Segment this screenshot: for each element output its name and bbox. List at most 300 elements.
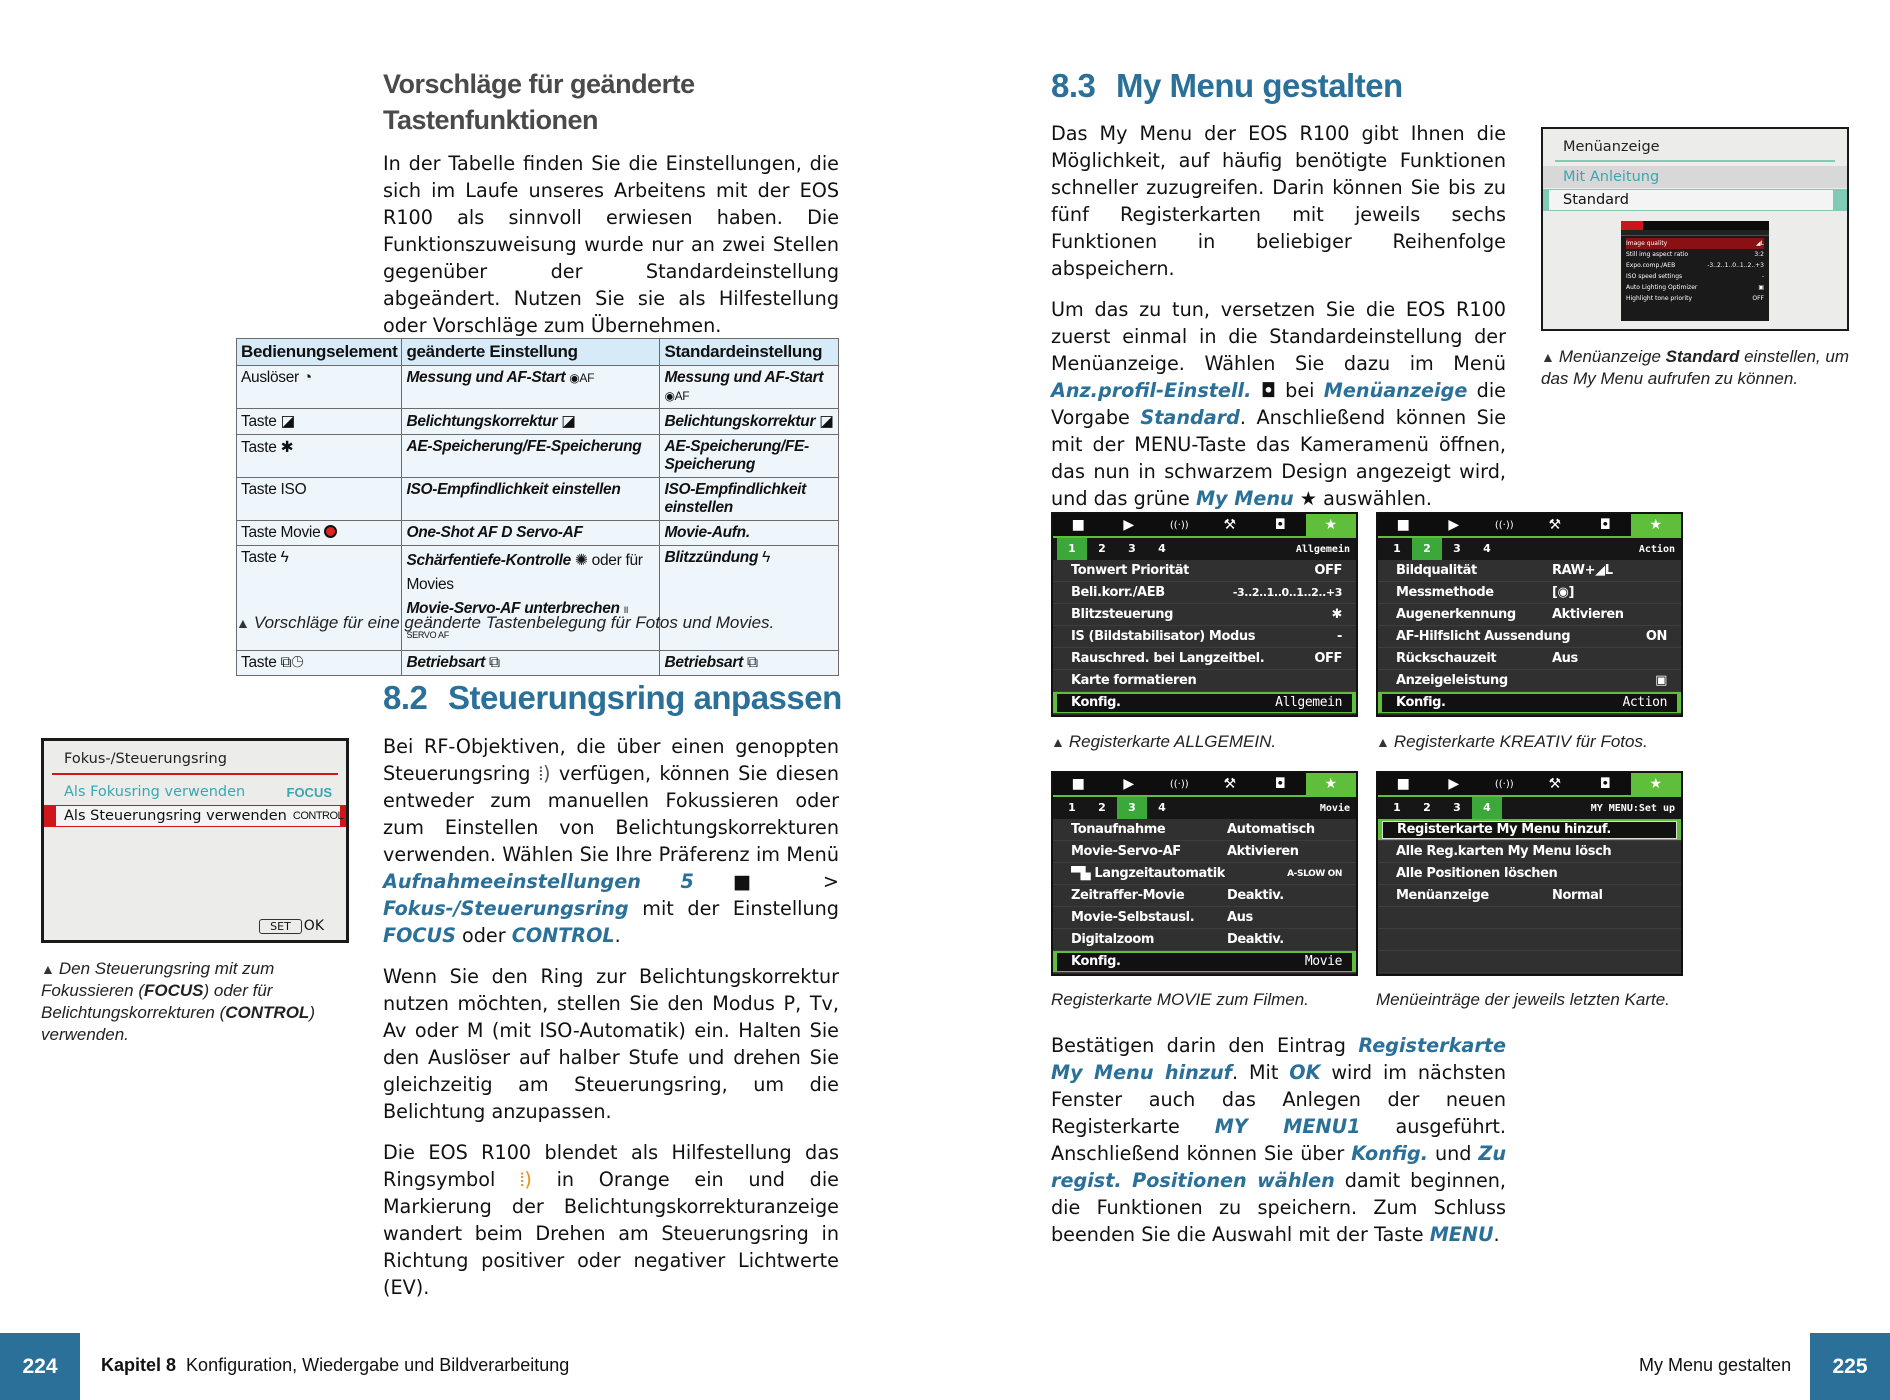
preview-row-value: 3:2 xyxy=(1754,251,1764,258)
text-run: ) verwenden. xyxy=(41,1003,315,1044)
changed-cell xyxy=(402,546,660,651)
menu-item-label: Beli.korr./AEB xyxy=(1071,585,1165,600)
menu-ref-my-menu: My Menu xyxy=(1195,487,1294,510)
para-ring-symbol xyxy=(383,1139,839,1301)
col-header: Bedienungselement xyxy=(237,339,402,366)
col-header: Standardeinstellung xyxy=(660,339,839,366)
metering-af-icon: ◉AF xyxy=(664,389,690,403)
preview-row-label: Auto Lighting Optimizer xyxy=(1626,284,1698,291)
text-run: und xyxy=(1434,1142,1472,1165)
option-label: Standard xyxy=(1549,190,1833,210)
menu-item[interactable] xyxy=(1053,582,1356,604)
menu-item[interactable] xyxy=(1378,648,1681,670)
menu-item-label: Alle Positionen löschen xyxy=(1396,866,1558,881)
menu-item-value: Deaktiv. xyxy=(1227,932,1284,947)
text-run: verfügen, können Sie diesen entweder zum manuellen Fokussieren oder zum Einstellen von Belichtungskorrekturen verwenden. Wählen Sie Ihre Präferenz im Menü xyxy=(383,762,839,866)
tab-ref-my-menu1: MY MENU1 xyxy=(1214,1115,1361,1138)
changed-label: Messung und AF-Start xyxy=(406,369,566,386)
section-number: 8.3 xyxy=(1051,67,1096,104)
table-caption-text: Vorschläge für eine geänderte Tastenbelegung für Fotos und Movies. xyxy=(253,613,775,632)
set-ok-hint[interactable] xyxy=(259,918,324,934)
preview-row-value: ◢L xyxy=(1756,240,1764,247)
chapter-label: Kapitel 8 xyxy=(101,1355,177,1375)
default-cell xyxy=(660,366,839,409)
table-header-row xyxy=(237,339,839,366)
set-button[interactable]: SET xyxy=(259,919,302,934)
tab-name: Movie xyxy=(1319,802,1350,814)
sub-tab[interactable]: 1 xyxy=(1393,542,1401,555)
menu-item[interactable] xyxy=(1053,929,1356,951)
display-profile-icon[interactable]: ◘ xyxy=(1599,517,1611,533)
intro-text: In der Tabelle finden Sie die Einstellungen, die sich im Laufe unseres Arbeitens mit der EOS R100 als sinnvoll erwiesen haben. Die Funktionszuweisung wurde nur an zwei Stellen gegenüber der Standardeinstellung abgeändert. Nutzen Sie sie als Hilfestellung oder Vorschläge zum Übernehmen. xyxy=(383,152,839,337)
menu-item-label: Bildqualität xyxy=(1396,563,1477,578)
text-run: mit der Einstellung xyxy=(642,897,839,920)
wireless-icon[interactable]: ((·)) xyxy=(1494,519,1514,531)
display-profile-icon[interactable]: ◘ xyxy=(1274,517,1286,533)
my-menu-tab-allgemein xyxy=(1051,512,1358,717)
display-profile-icon[interactable]: ◘ xyxy=(1599,776,1611,792)
camera-icon[interactable]: ■ xyxy=(1396,776,1410,792)
option-ref-control: CONTROL xyxy=(511,924,615,947)
title-divider xyxy=(1555,160,1835,162)
my-menu-tab-action xyxy=(1376,512,1683,717)
menu-item-value: A-SLOW ON xyxy=(1287,868,1342,879)
menu-item-label: Karte formatieren xyxy=(1071,673,1197,688)
control-ring-icon: ⦙) xyxy=(538,762,551,785)
table-row xyxy=(237,651,839,676)
table-row xyxy=(237,409,839,435)
menu-item-label: Blitzsteuerung xyxy=(1071,607,1174,622)
wrench-icon[interactable]: ⚒ xyxy=(1548,776,1562,792)
option-focus-ring[interactable] xyxy=(64,781,332,803)
menu-item-label: Movie-Selbstausl. xyxy=(1071,910,1195,925)
section-heading-8-2 xyxy=(383,678,842,718)
text-run: die Vorgabe xyxy=(1051,379,1506,429)
default-label: Belichtungskorrektur xyxy=(664,413,816,430)
control-label: Taste xyxy=(241,549,277,566)
table-row xyxy=(237,366,839,409)
my-menu-tab-movie xyxy=(1051,771,1358,976)
config-item-selected[interactable] xyxy=(1053,692,1356,714)
sub-tab[interactable]: 3 xyxy=(1128,542,1136,555)
option-ref-standard: Standard xyxy=(1140,406,1240,429)
menu-item-value: ▣ xyxy=(1655,673,1667,688)
menu-caption-movie: Registerkarte MOVIE zum Filmen. xyxy=(1051,990,1309,1009)
menu-ref-focus-control-ring: Fokus-/Steuerungsring xyxy=(383,897,629,920)
text-run: Den Steuerungsring mit zum Fokussieren ( xyxy=(41,959,275,1000)
sub-tab[interactable]: 3 xyxy=(1453,801,1461,814)
text-run: auswählen. xyxy=(1323,487,1433,510)
control-cell xyxy=(237,409,402,435)
menu-item-label: Messmethode xyxy=(1396,585,1494,600)
sub-tab[interactable]: 2 xyxy=(1412,538,1442,560)
menu-item-label: AF-Hilfslicht Aussendung xyxy=(1396,629,1571,644)
menu-item-label: Alle Reg.karten My Menu lösch xyxy=(1396,844,1612,859)
ok-label: OK xyxy=(303,918,324,934)
flash-icon: ϟ xyxy=(280,549,289,566)
control-label: Auslöser xyxy=(241,369,299,386)
preview-row-label: Image quality xyxy=(1626,240,1668,247)
text-run: ) oder für Belichtungskorrekturen ( xyxy=(41,981,273,1022)
preview-row-value: OFF xyxy=(1752,295,1764,302)
menu-item[interactable] xyxy=(1053,885,1356,907)
menu-item-value: RAW+◢L xyxy=(1552,563,1613,578)
preview-row xyxy=(1626,249,1764,260)
config-item-selected[interactable] xyxy=(1053,951,1356,973)
screen-title: Menüanzeige xyxy=(1563,139,1660,155)
menu-item-label: Rückschauzeit xyxy=(1396,651,1497,666)
menu-item-label: ▀▙ Langzeitautomatik xyxy=(1071,866,1225,881)
option-mit-anleitung[interactable]: Mit Anleitung xyxy=(1543,166,1847,188)
control-label: Taste xyxy=(241,654,277,671)
menu-item[interactable] xyxy=(1378,604,1681,626)
text-run: Registerkarte KREATIV für Fotos. xyxy=(1393,732,1648,751)
table-row xyxy=(237,521,839,546)
menu-item[interactable] xyxy=(1378,929,1681,951)
menu-item[interactable] xyxy=(1053,670,1356,692)
record-icon xyxy=(324,525,337,538)
camera-icon[interactable]: ■ xyxy=(1071,776,1085,792)
default-label: Betriebsart xyxy=(664,654,743,671)
display-profile-icon: ◘ xyxy=(1260,379,1276,402)
star-icon[interactable]: ★ xyxy=(1306,773,1357,795)
para-confirm xyxy=(1051,1032,1506,1248)
text-run: Menüanzeige xyxy=(1558,347,1661,366)
menu-item-value: ✱ xyxy=(1331,607,1342,622)
page-number-left: 224 xyxy=(0,1333,80,1400)
preview-row-label: ISO speed settings xyxy=(1626,273,1683,280)
config-item-selected[interactable] xyxy=(1378,692,1681,714)
menu-ref-add-tab: Registerkarte My Menu hinzuf xyxy=(1051,1034,1506,1084)
star-icon[interactable]: ★ xyxy=(1306,514,1357,536)
wireless-icon[interactable]: ((·)) xyxy=(1494,778,1514,790)
menu-item[interactable] xyxy=(1378,626,1681,648)
text-run: . Mit xyxy=(1232,1061,1279,1084)
focus-control-ring-screen xyxy=(41,738,349,943)
playback-icon[interactable]: ▶ xyxy=(1123,517,1135,533)
menu-ref-display-profile: Anz.profil-Einstell. xyxy=(1051,379,1252,402)
col-header: geänderte Einstellung xyxy=(402,339,660,366)
menu-item-value: Aus xyxy=(1227,910,1253,925)
changed-cell: One-Shot AF D Servo-AF xyxy=(402,521,660,546)
default-cell: Movie-Aufn. xyxy=(660,521,839,546)
config-label: Konfig. xyxy=(1071,695,1121,710)
menu-item[interactable] xyxy=(1053,841,1356,863)
menu-item-value: - xyxy=(1337,629,1342,644)
sub-tab[interactable]: 1 xyxy=(1068,801,1076,814)
preview-row xyxy=(1626,260,1764,271)
menu-item-value: [◉] xyxy=(1552,585,1575,600)
menu-item-value: -3..2..1..0..1..2..+3 xyxy=(1232,586,1342,599)
preview-row-label: Highlight tone priority xyxy=(1626,295,1693,302)
exposure-comp-icon: ◪ xyxy=(819,413,834,430)
section-8-2-body xyxy=(383,733,839,1315)
menu-item-label: Tonaufnahme xyxy=(1071,822,1166,837)
control-cell xyxy=(237,521,402,546)
star-icon[interactable]: ★ xyxy=(1631,514,1682,536)
wrench-icon[interactable]: ⚒ xyxy=(1223,776,1237,792)
caption-triangle-icon: ▲ xyxy=(236,615,250,631)
section-heading-8-3 xyxy=(1051,66,1403,106)
tab-name: MY MENU:Set up xyxy=(1590,802,1675,814)
ring-screen-caption xyxy=(41,958,356,1046)
default-cell: ISO-Empfindlichkeit einstellen xyxy=(660,478,839,521)
menu-item-label: IS (Bildstabilisator) Modus xyxy=(1071,629,1256,644)
text-run: Bei RF-Objektiven, die über einen genoppten Steuerungsring xyxy=(383,735,839,785)
preview-row-label: Still img aspect ratio xyxy=(1626,251,1688,258)
menu-item-value: Automatisch xyxy=(1227,822,1315,837)
sub-tab[interactable]: 4 xyxy=(1158,801,1166,814)
tab-name: Allgemein xyxy=(1295,543,1350,555)
wrench-icon[interactable]: ⚒ xyxy=(1223,517,1237,533)
option-control-ring-selected[interactable] xyxy=(44,805,346,827)
para-register-tab xyxy=(1051,1032,1506,1262)
para-exposure-ring: Wenn Sie den Ring zur Belichtungskorrektur nutzen möchten, stellen Sie den Modus P, Tv, Av oder M (mit ISO-Automatik) ein. Halten Sie den Auslöser auf halber Stufe und drehen Sie gleichzeitig am Steuerungsring, um die Belichtung anzupassen. xyxy=(383,965,839,1123)
menu-item-label: Anzeigeleistung xyxy=(1396,673,1508,688)
para-menu-display xyxy=(1051,296,1506,512)
config-label: Konfig. xyxy=(1396,695,1446,710)
config-label: Konfig. xyxy=(1071,954,1121,969)
standard-menu-preview xyxy=(1621,221,1769,321)
intro-paragraph xyxy=(383,150,839,353)
table-caption xyxy=(236,612,856,634)
control-cell xyxy=(237,366,402,409)
camera-icon: ■ xyxy=(732,870,784,893)
playback-icon[interactable]: ▶ xyxy=(1123,776,1135,792)
option-tag: CONTROL xyxy=(292,810,344,822)
table-row xyxy=(237,546,839,651)
tab-name: Action xyxy=(1638,543,1675,555)
menu-item-label: Registerkarte My Menu hinzuf. xyxy=(1397,822,1611,837)
text-run: . xyxy=(1493,1223,1500,1246)
sub-tab-bar xyxy=(1378,538,1681,560)
changed-label: Belichtungskorrektur xyxy=(406,413,558,430)
caption-triangle-icon: ▲ xyxy=(1376,734,1390,750)
menu-item[interactable] xyxy=(1053,648,1356,670)
changed-label: Betriebsart xyxy=(406,654,485,671)
button-ref-menu: MENU xyxy=(1429,1223,1494,1246)
table-row xyxy=(237,478,839,521)
text-run: Registerkarte ALLGEMEIN. xyxy=(1068,732,1277,751)
menu-ref-menu-display: Menüanzeige xyxy=(1323,379,1468,402)
section-title: Steuerungsring anpassen xyxy=(448,679,842,716)
menu-item[interactable] xyxy=(1053,907,1356,929)
text-run: CONTROL xyxy=(225,1003,310,1022)
section-8-3-body xyxy=(1051,120,1506,526)
menu-item[interactable] xyxy=(1378,670,1681,692)
control-cell: Taste ISO xyxy=(237,478,402,521)
caption-triangle-icon: ▲ xyxy=(41,961,55,977)
ae-lock-icon: ✱ xyxy=(280,439,294,456)
default-cell xyxy=(660,546,839,651)
text-run: Bestätigen darin den Eintrag xyxy=(1051,1034,1346,1057)
menu-item-label: Augenerkennung xyxy=(1396,607,1516,622)
main-tab-bar xyxy=(1378,514,1681,538)
control-cell xyxy=(237,435,402,478)
default-cell xyxy=(660,651,839,676)
sub-tab[interactable]: 4 xyxy=(1483,542,1491,555)
config-value: Movie xyxy=(1304,954,1342,969)
display-profile-icon[interactable]: ◘ xyxy=(1274,776,1286,792)
default-cell: AE-Speicherung/FE-Speicherung xyxy=(660,435,839,478)
option-label: Als Steuerungsring verwenden xyxy=(64,808,287,824)
menu-item[interactable] xyxy=(1378,819,1681,841)
menu-item-label: Digitalzoom xyxy=(1071,932,1155,947)
title-divider xyxy=(52,773,338,775)
text-run: bei xyxy=(1285,379,1315,402)
star-icon: ★ xyxy=(1299,487,1317,510)
menu-item[interactable] xyxy=(1053,626,1356,648)
menu-item-label: Zeitraffer-Movie xyxy=(1071,888,1185,903)
sub-tab[interactable]: 2 xyxy=(1423,801,1431,814)
menu-item[interactable] xyxy=(1378,863,1681,885)
text-run: oder xyxy=(462,924,506,947)
menu-item-label: Rauschred. bei Langzeitbel. xyxy=(1071,651,1265,666)
menu-item[interactable] xyxy=(1378,907,1681,929)
menu-item-value: Aktivieren xyxy=(1552,607,1624,622)
text-run: Standard xyxy=(1665,347,1740,366)
preview-row xyxy=(1626,238,1764,249)
sub-tab-bar xyxy=(1053,797,1356,819)
text-run: > xyxy=(822,870,839,893)
text-run: Um das zu tun, versetzen Sie die EOS R100 zuerst einmal in die Standardeinstellung der Menüanzeige. Wählen Sie dazu im Menü xyxy=(1051,298,1506,375)
menu-item[interactable] xyxy=(1053,819,1356,841)
menu-item-value: OFF xyxy=(1314,651,1342,666)
exposure-comp-icon: ◪ xyxy=(561,413,576,430)
text-run: FOCUS xyxy=(143,981,204,1000)
option-ref-ok: OK xyxy=(1289,1061,1321,1084)
default-cell xyxy=(660,409,839,435)
table-row xyxy=(237,435,839,478)
drive-selftimer-icon: ⧉◷ xyxy=(280,654,304,671)
menu-item-label: Tonwert Priorität xyxy=(1071,563,1189,578)
config-value: Action xyxy=(1622,695,1667,710)
wireless-icon[interactable]: ((·)) xyxy=(1169,519,1189,531)
sub-tab[interactable]: 3 xyxy=(1453,542,1461,555)
menu-caption-allgemein xyxy=(1051,731,1361,753)
main-tab-bar xyxy=(1053,514,1356,538)
text-run: ausgeführt. Anschließend können Sie über xyxy=(1051,1115,1506,1165)
page-number-right: 225 xyxy=(1810,1333,1890,1400)
menu-item-value: Aktivieren xyxy=(1227,844,1299,859)
changed-suffix: oder für Movies xyxy=(406,552,643,593)
control-label: Taste xyxy=(241,439,277,456)
sub-tab[interactable]: 4 xyxy=(1472,797,1502,819)
menu-display-screen xyxy=(1541,127,1849,331)
sub-tab[interactable]: 1 xyxy=(1057,538,1087,560)
option-tag: FOCUS xyxy=(286,784,332,800)
text-run: . xyxy=(614,924,621,947)
menu-item[interactable] xyxy=(1378,841,1681,863)
metering-af-icon: ◉AF xyxy=(569,371,595,385)
screen-title: Fokus-/Steuerungsring xyxy=(64,751,227,767)
menu-item[interactable] xyxy=(1053,863,1356,885)
menu-item-value: Aus xyxy=(1552,651,1578,666)
default-label: Blitzzündung xyxy=(664,549,759,566)
caption-triangle-icon: ▲ xyxy=(1541,349,1555,365)
sub-tab[interactable]: 1 xyxy=(1393,801,1401,814)
preview-row-value: - xyxy=(1761,273,1764,280)
changed-label: Schärfentiefe-Kontrolle xyxy=(406,552,571,569)
preview-row xyxy=(1626,293,1764,304)
menu-item-value: Deaktiv. xyxy=(1227,888,1284,903)
star-icon[interactable]: ★ xyxy=(1631,773,1682,795)
menu-item-label: Menüanzeige xyxy=(1396,888,1489,903)
option-ref-focus: FOCUS xyxy=(383,924,456,947)
my-menu-tab-setup xyxy=(1376,771,1683,976)
section-title: My Menu gestalten xyxy=(1116,67,1403,104)
preview-row-value: -3..2..1..0..1..2..+3 xyxy=(1707,262,1764,269)
caption-triangle-icon: ▲ xyxy=(1051,734,1065,750)
chapter-title: Konfiguration, Wiedergabe und Bildverarbeitung xyxy=(186,1355,570,1375)
menu-caption-action xyxy=(1376,731,1686,753)
menu-item-value: OFF xyxy=(1314,563,1342,578)
menu-item[interactable] xyxy=(1378,951,1681,973)
menu-item-label: Movie-Servo-AF xyxy=(1071,844,1181,859)
menu-item-value: Normal xyxy=(1552,888,1603,903)
text-run: damit beginnen, die Funktionen zu speichern. Zum Schluss beenden Sie die Auswahl mit der Taste xyxy=(1051,1169,1507,1246)
text-run: wird im nächsten Fenster auch das Anlegen der neuen Registerkarte xyxy=(1051,1061,1506,1138)
sub-tab[interactable]: 3 xyxy=(1117,797,1147,819)
menu-caption-setup: Menüeinträge der jeweils letzten Karte. xyxy=(1376,990,1670,1009)
sub-tab[interactable]: 2 xyxy=(1098,542,1106,555)
preview-row xyxy=(1626,282,1764,293)
menu-item[interactable] xyxy=(1378,885,1681,907)
menu-item[interactable] xyxy=(1053,604,1356,626)
changed-cell xyxy=(402,366,660,409)
control-cell xyxy=(237,546,402,651)
sub-tab-bar xyxy=(1378,797,1681,819)
sub-tab[interactable]: 2 xyxy=(1098,801,1106,814)
para-ring-intro xyxy=(383,733,839,949)
servo-af-pause-icon: II SERVO AF xyxy=(406,605,629,640)
aperture-icon: ✺ xyxy=(574,552,588,569)
sub-tab[interactable]: 4 xyxy=(1158,542,1166,555)
para-my-menu-intro: Das My Menu der EOS R100 gibt Ihnen die Möglichkeit, auf häufig benötigte Funktionen schneller zuzugreifen. Darin können Sie bis zu fünf Registerkarten mit jeweils sechs Funktionen in beliebiger Reihenfolge abspeichern. xyxy=(1051,122,1506,280)
config-value: Allgemein xyxy=(1275,695,1342,710)
drive-mode-icon: ⧉ xyxy=(489,654,500,671)
section-number: 8.2 xyxy=(383,679,428,716)
playback-icon[interactable]: ▶ xyxy=(1448,517,1460,533)
playback-icon[interactable]: ▶ xyxy=(1448,776,1460,792)
control-label: Taste Movie xyxy=(241,524,321,541)
main-tab-bar xyxy=(1378,773,1681,797)
camera-icon[interactable]: ■ xyxy=(1071,517,1085,533)
text-run: Die EOS R100 blendet als Hilfestellung das Ringsymbol xyxy=(383,1141,839,1191)
preview-row xyxy=(1626,271,1764,282)
camera-icon[interactable]: ■ xyxy=(1396,517,1410,533)
menu-ref-select-items: Zu regist. Positionen wählen xyxy=(1051,1142,1506,1192)
wireless-icon[interactable]: ((·)) xyxy=(1169,778,1189,790)
text-run: einstellen, um das My Menu aufrufen zu können. xyxy=(1541,347,1849,388)
drive-mode-icon: ⧉ xyxy=(747,654,758,671)
menu-ref-config: Konfig. xyxy=(1351,1142,1429,1165)
text-run: . Anschließend können Sie mit der MENU-Taste das Kameramenü öffnen, das nun in schwarzem Design angezeigt wird, und das grüne xyxy=(1051,406,1506,510)
wrench-icon[interactable]: ⚒ xyxy=(1548,517,1562,533)
option-standard-selected[interactable] xyxy=(1543,189,1847,211)
menu-item[interactable] xyxy=(1053,560,1356,582)
menu-item[interactable] xyxy=(1378,582,1681,604)
chapter-footer xyxy=(101,1355,569,1376)
menu-item[interactable] xyxy=(1378,560,1681,582)
changed-line2: Movie-Servo-AF unterbrechen xyxy=(406,600,620,617)
control-cell xyxy=(237,651,402,676)
shutter-half-press-icon: ◔ xyxy=(302,369,312,386)
changed-cell xyxy=(402,409,660,435)
preview-row-value: ▣ xyxy=(1758,284,1764,291)
flash-icon: ϟ xyxy=(762,549,771,566)
text-run: in Orange ein und die Markierung der Belichtungskorrekturanzeige wandert beim Drehen am Steuerungsring in Richtung positiver oder negativer Lichtwerte (EV). xyxy=(383,1168,839,1299)
